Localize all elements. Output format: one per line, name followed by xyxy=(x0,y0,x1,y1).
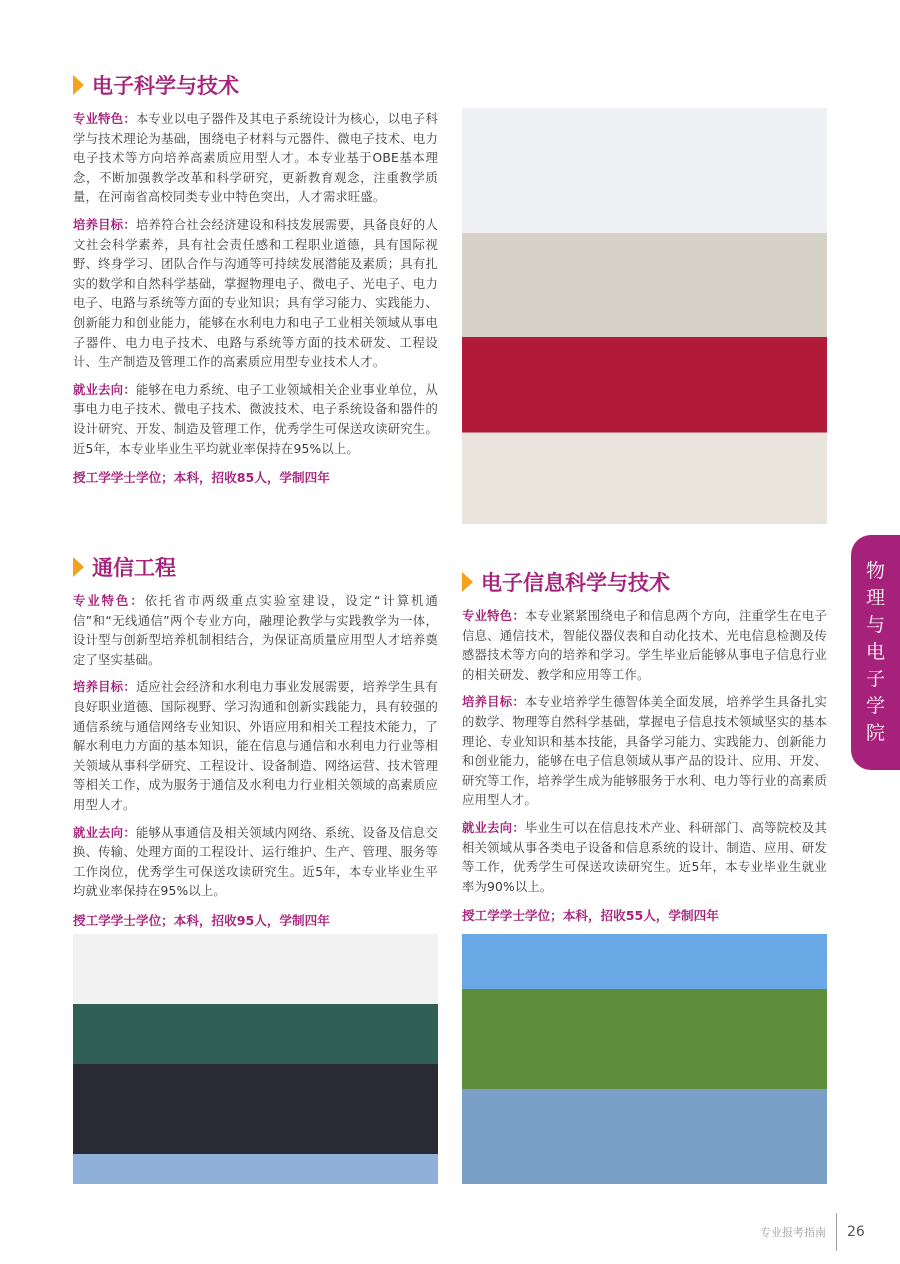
section-electronic-info xyxy=(462,567,827,924)
footer-guide-text: 专业报考指南 xyxy=(760,1226,826,1239)
page-number: 26 xyxy=(847,1224,865,1240)
section-title: 电子信息科学与技术 xyxy=(462,567,827,597)
basketball-photo xyxy=(462,934,827,1184)
triangle-bullet-icon xyxy=(462,572,473,592)
triangle-bullet-icon xyxy=(73,557,84,577)
feature-paragraph: 专业特色：依托省市两级重点实验室建设，设定“计算机通信”和“无线通信”两个专业方向，融理论教学与实践教学为一体，设计型与创新型培养机制相结合，为保证高质量应用型人才培养奠定了坚实基础。 xyxy=(73,594,438,667)
goal-paragraph: 培养目标：培养符合社会经济建设和科技发展需要，具备良好的人文社会科学素养，具有社会责任感和工程职业道德，具有国际视野、终身学习、团队合作与沟通等可持续发展潜能及素质；具有扎实的数学和自然科学基础，掌握物理电子、微电子、光电子、电力电子、电路与系统等方面的专业知识；具有学习能力、实践能力、创新能力和创业能力，能够在水利电力和电子工业相关领域从事电子器件、电力电子技术、电路与系统等方面的技术研发、工程设计、生产制造及管理工作的高素质应用型专业技术人才。 xyxy=(73,217,438,370)
footer-divider xyxy=(836,1213,837,1251)
group-photo xyxy=(73,934,438,1184)
section-title: 通信工程 xyxy=(73,552,438,582)
degree-info: 授工学学士学位；本科，招收95人，学制四年 xyxy=(73,912,330,928)
section-electronic-science xyxy=(73,70,438,486)
career-paragraph: 就业去向：能够从事通信及相关领域内网络、系统、设备及信息交换、传输、处理方面的工程设计、运行维护、生产、管理、服务等工作岗位，优秀学生可保送攻读研究生。近5年，本专业毕业生平均就业率保持在95%以上。 xyxy=(73,825,438,899)
feature-paragraph: 专业特色：本专业以电子器件及其电子系统设计为核心，以电子科学与技术理论为基础，围绕电子材料与元器件、微电子技术、电力电子技术等方向培养高素质应用型人才。本专业基于OBE基本理念，不断加强教学改革和科学研究，更新教育观念，注重教学质量，在河南省高校同类专业中特色突出，人才需求旺盛。 xyxy=(73,112,438,205)
career-paragraph: 就业去向：能够在电力系统、电子工业领域相关企业事业单位，从事电力电子技术、微电子技术、微波技术、电子系统设备和器件的设计研究、开发、制造及管理工作，优秀学生可保送攻读研究生。近5年，本专业毕业生平均就业率保持在95%以上。 xyxy=(73,382,438,456)
degree-info: 授工学学士学位；本科，招收55人，学制四年 xyxy=(462,908,719,924)
goal-paragraph: 培养目标：适应社会经济和水利电力事业发展需要，培养学生具有良好职业道德、国际视野、学习沟通和创新实践能力，具有较强的通信系统与通信网络专业知识、外语应用和相关工程技术能力，了解水利电力方面的基本知识，能在信息与通信和水利电力行业等相关领域从事科学研究、工程设计、设备制造、网络运营、技术管理等相关工作，成为服务于通信及水利电力行业相关领域的高素质应用型人才。 xyxy=(73,680,438,812)
section-title: 电子科学与技术 xyxy=(73,70,438,100)
feature-paragraph: 专业特色：本专业紧紧围绕电子和信息两个方向，注重学生在电子信息、通信技术，智能仪器仪表和自动化技术、光电信息检测及传感器技术等方向的培养和学习。学生毕业后能够从事电子信息行业的相关研发、教学和应用等工作。 xyxy=(462,609,827,682)
section-communication xyxy=(73,552,438,929)
degree-info: 授工学学士学位；本科，招收85人，学制四年 xyxy=(73,470,330,486)
career-paragraph: 就业去向：毕业生可以在信息技术产业、科研部门、高等院校及其相关领域从事各类电子设备和信息系统的设计、制造、应用、研发等工作，优秀学生可保送攻读研究生。近5年，本专业毕业生就业率为90%以上。 xyxy=(462,820,827,894)
goal-paragraph: 培养目标：本专业培养学生德智体美全面发展，培养学生具备扎实的数学、物理等自然科学基础，掌握电子信息技术领域坚实的基本理论、专业知识和基本技能，具备学习能力、实践能力、创新能力和创业能力，能够在电子信息领域从事产品的设计、应用、开发、研究等工作，培养学生成为能够服务于水利、电力等行业的高素质应用型人才。 xyxy=(462,695,827,808)
ceremony-photo xyxy=(462,108,827,524)
college-side-tab: 物 理 与 电 子 学 院 xyxy=(851,535,900,770)
triangle-bullet-icon xyxy=(73,75,84,95)
page-footer xyxy=(760,1213,865,1251)
